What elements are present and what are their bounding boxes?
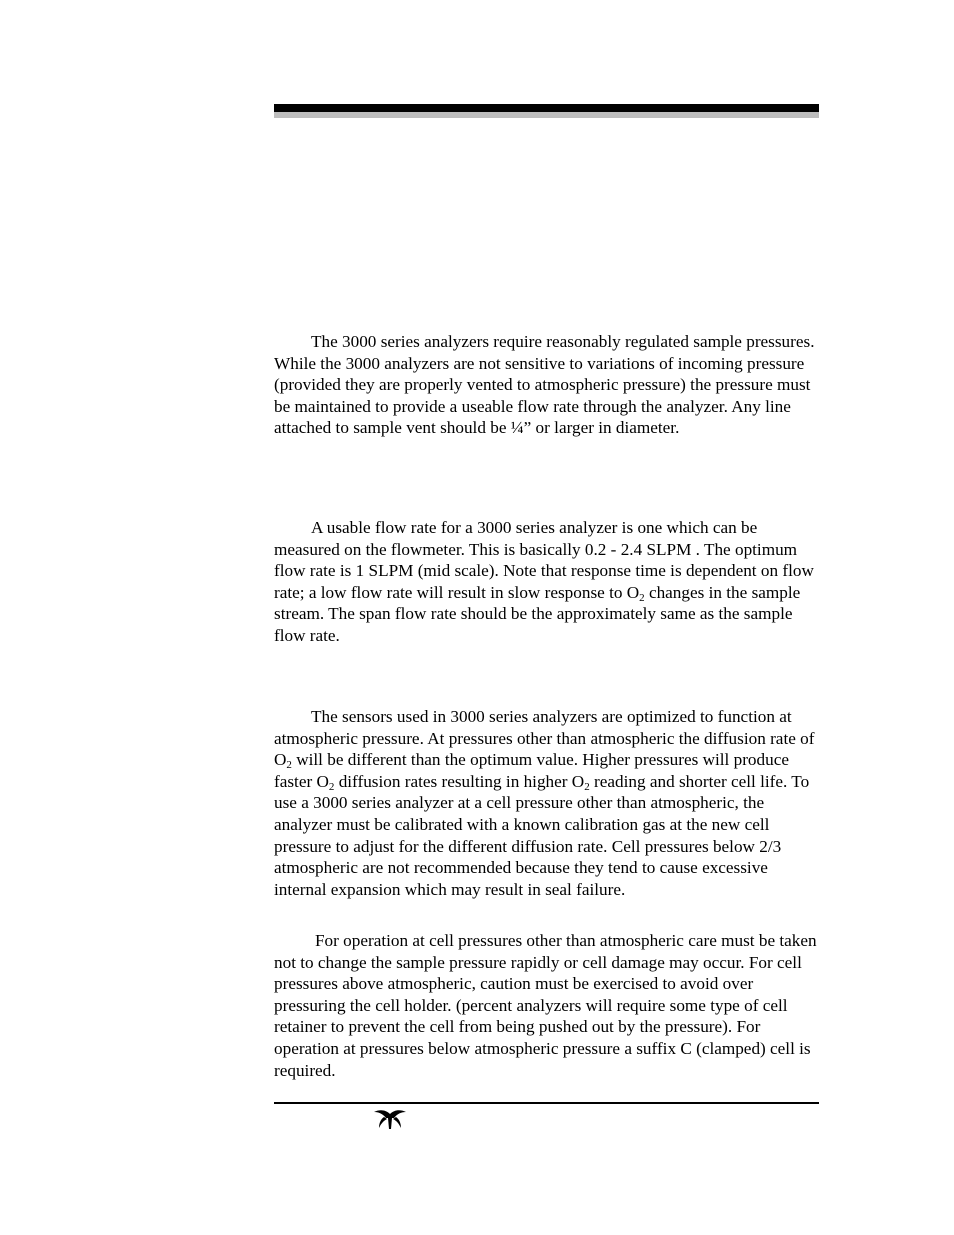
paragraph-text: A usable flow rate for a 3000 series analyzer is one which can be measured on the flowmeter. This is basically 0.2 - 2.4 SLPM . The optimum flow rate is 1 SLPM (mid scale). Note that response time is dependent on flow rate; a low flow rate will result in slow response to O: [274, 518, 814, 602]
teledyne-logo-icon: [372, 1108, 408, 1130]
subscript: 2: [328, 780, 335, 793]
paragraph-text: diffusion rates resulting in higher O: [334, 771, 585, 791]
paragraph-text: changes in the sample stream. The span flow rate should be the approximately same as the sample flow rate.: [274, 582, 801, 645]
paragraph-cell-pressure: [274, 706, 820, 900]
paragraph-text: will be different than the optimum value. Higher pressures will produce faster O: [274, 750, 789, 791]
paragraph-text: The sensors used in 3000 series analyzers are optimized to function at atmospheric pressure. At pressures other than atmospheric the diffusion rate of O: [274, 707, 815, 770]
header-rule: [274, 104, 819, 112]
footer-rule: [274, 1102, 819, 1104]
paragraph-sample-pressure: The 3000 series analyzers require reasonably regulated sample pressures. While the 3000 analyzers are not sensitive to variations of incoming pressure (provided they are properly vented to atmospheric pressure) the pressure must be maintained to provide a useable flow rate through the analyzer. Any line attached to sample vent should be ¼” or larger in diameter.: [274, 332, 815, 438]
subscript: 2: [639, 591, 645, 604]
subscript: 2: [286, 759, 292, 772]
paragraph-operation-caution: For operation at cell pressures other than atmospheric care must be taken not to change the sample pressure rapidly or cell damage may occur. For cell pressures above atmospheric, caution must be exercised to avoid over pressuring the cell holder. (percent analyzers will require some type of cell retainer to prevent the cell from being pushed out by the pressure). For operation at pressures below atmospheric pressure a suffix C (clamped) cell is required.: [274, 931, 817, 1080]
header-rule-shadow: [274, 112, 819, 118]
paragraph-flow-rate: [274, 517, 820, 647]
paragraph-text: reading and shorter cell life. To use a 3000 series analyzer at a cell pressure other than atmospheric, the analyzer must be calibrated with a known calibration gas at the new cell pressure to adjust for the different diffusion rate. Cell pressures below 2/3 atmospheric are not recommended because they tend to cause excessive internal expansion which may result in seal failure.: [274, 771, 810, 899]
subscript: 2: [584, 780, 590, 793]
